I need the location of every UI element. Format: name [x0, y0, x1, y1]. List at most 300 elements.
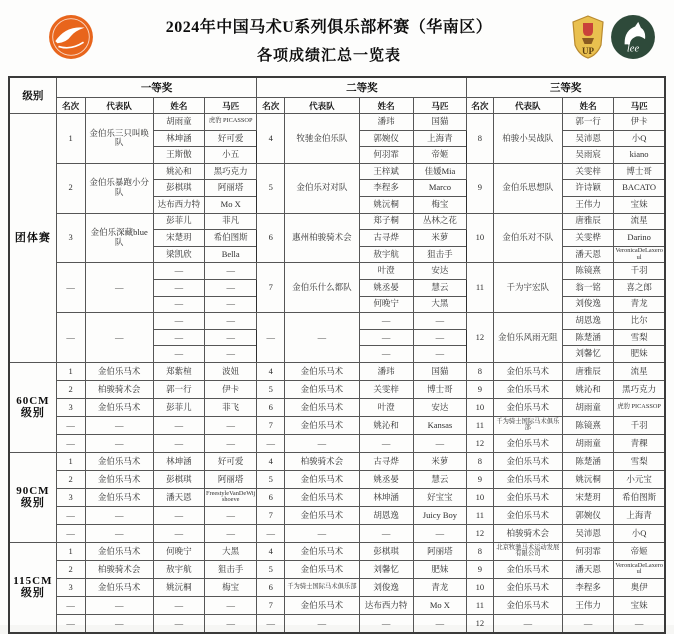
title-line-2: 各项成绩汇总一览表	[256, 47, 401, 64]
rider-name-cell: 王梓斌	[359, 163, 413, 180]
horse-cell: kiano	[614, 147, 665, 164]
rider-name-cell: 古寻烨	[359, 230, 413, 247]
horse-cell: 国猫	[413, 362, 467, 380]
level-cell: 115CM级别	[9, 542, 56, 633]
horse-cell: 米萝	[413, 452, 467, 470]
horse-cell: —	[204, 313, 256, 330]
rider-name-cell: 何羽霏	[359, 147, 413, 164]
team-cell: —	[85, 614, 153, 633]
rank-cell: 5	[257, 163, 285, 213]
horse-cell: —	[204, 329, 256, 346]
rank-cell: 1	[56, 452, 85, 470]
results-table	[8, 76, 666, 634]
team-cell: 千为宇宏队	[493, 263, 563, 313]
team-header: 代表队	[493, 98, 563, 114]
horse-cell: 青龙	[413, 578, 467, 596]
team-cell: 金伯乐马术	[284, 542, 359, 560]
rider-name-cell: 宋楚玥	[563, 488, 614, 506]
horse-cell: Mo X	[204, 196, 256, 213]
horse-cell: 小Q	[614, 130, 665, 147]
rank-cell: 11	[467, 596, 493, 614]
team-cell: 柏骏小吴战队	[493, 114, 563, 164]
rank-cell: 4	[257, 114, 285, 164]
rider-name-cell: 王斯傲	[153, 147, 204, 164]
horse-cell: —	[204, 506, 256, 524]
team-cell: 金伯乐马术	[284, 506, 359, 524]
rider-name-cell: 敖宇航	[153, 560, 204, 578]
rank-cell: —	[257, 614, 285, 633]
team-cell: —	[284, 524, 359, 542]
horse-cell: Juicy Boy	[413, 506, 467, 524]
team-cell: 金伯乐对对队	[284, 163, 359, 213]
horse-cell: 安达	[413, 263, 467, 280]
rider-name-cell: 何晚宁	[153, 542, 204, 560]
rank-cell: 9	[467, 380, 493, 398]
horse-cell: 国猫	[413, 114, 467, 131]
team-cell: 柏骏骑术会	[493, 524, 563, 542]
team-cell: 金伯乐马术	[284, 560, 359, 578]
team-cell: 金伯乐马术	[284, 416, 359, 434]
horse-cell: 雪梨	[614, 452, 665, 470]
team-cell: —	[85, 524, 153, 542]
rider-name-cell: 关雯梓	[359, 380, 413, 398]
rank-cell: 7	[257, 596, 285, 614]
rider-name-cell: 吴沛恩	[563, 524, 614, 542]
rider-name-cell: 潘天恩	[153, 488, 204, 506]
horse-cell: 狙击手	[413, 246, 467, 263]
team-cell: 金伯乐马术	[284, 398, 359, 416]
horse-cell: —	[413, 313, 467, 330]
rider-name-cell: 古寻烨	[359, 452, 413, 470]
page-header	[8, 6, 666, 70]
rider-name-cell: 胡恩逸	[359, 506, 413, 524]
horse-cell: 阿丽塔	[204, 470, 256, 488]
rider-name-cell: —	[359, 614, 413, 633]
horse-cell: 佳媛Mia	[413, 163, 467, 180]
horse-cell: Darino	[614, 230, 665, 247]
horse-header: 马匹	[614, 98, 665, 114]
rider-name-cell: 许诗颖	[563, 180, 614, 197]
rider-name-cell: 叶澄	[359, 263, 413, 280]
rider-name-cell: —	[153, 263, 204, 280]
team-cell: —	[85, 506, 153, 524]
team-cell: 金伯乐马术	[284, 596, 359, 614]
horse-cell: 千羽	[614, 416, 665, 434]
rank-cell: 11	[467, 263, 493, 313]
horse-cell: 伊卡	[614, 114, 665, 131]
rider-name-cell: 潘天恩	[563, 560, 614, 578]
horse-cell: 比尔	[614, 313, 665, 330]
horse-cell: 千羽	[614, 263, 665, 280]
horse-cell: 喜之郎	[614, 279, 665, 296]
rider-name-cell: —	[563, 614, 614, 633]
team-header: 代表队	[284, 98, 359, 114]
horse-cell: 好可爱	[204, 452, 256, 470]
cup-crest-logo-icon	[570, 14, 606, 65]
horse-cell: 流星	[614, 213, 665, 230]
title-line-1: 2024年中国马术U系列俱乐部杯赛（华南区）	[165, 18, 493, 36]
rank-cell: —	[56, 596, 85, 614]
rank-cell: —	[56, 434, 85, 452]
horse-cell: Mo X	[413, 596, 467, 614]
rider-name-cell: —	[359, 434, 413, 452]
horse-cell: —	[204, 434, 256, 452]
team-cell: —	[493, 614, 563, 633]
rider-name-cell: 姚沅桐	[359, 196, 413, 213]
horse-cell: —	[413, 524, 467, 542]
rank-cell: —	[257, 524, 285, 542]
rank-cell: 6	[257, 398, 285, 416]
team-cell: 金伯乐暴跑小分队	[85, 163, 153, 213]
horse-cell: 小元宝	[614, 470, 665, 488]
rank-cell: 11	[467, 416, 493, 434]
rider-name-cell: 何晚宁	[359, 296, 413, 313]
rank-cell: 10	[467, 398, 493, 416]
rank-cell: 9	[467, 163, 493, 213]
rider-name-cell: —	[359, 313, 413, 330]
rider-name-cell: —	[359, 346, 413, 363]
team-cell: 金伯乐马术	[493, 596, 563, 614]
team-cell: 惠州柏骏骑术会	[284, 213, 359, 263]
horse-cell: —	[204, 596, 256, 614]
rider-name-cell: 吴雨宸	[563, 147, 614, 164]
horse-cell: —	[204, 279, 256, 296]
horse-cell: VeronicaDeLaxeroul	[614, 246, 665, 263]
team-cell: 金伯乐马术	[493, 398, 563, 416]
rider-name-cell: —	[153, 346, 204, 363]
equestrian-association-logo-icon	[48, 14, 94, 65]
rank-cell: 7	[257, 506, 285, 524]
rank-cell: 6	[257, 213, 285, 263]
team-cell: 金伯乐马术	[284, 470, 359, 488]
horse-cell: 大黑	[413, 296, 467, 313]
first-prize-header: 一等奖	[56, 77, 257, 98]
rider-name-cell: 姚沁和	[359, 416, 413, 434]
team-cell: 金伯乐马术	[284, 380, 359, 398]
rider-name-cell: 姚沁和	[153, 163, 204, 180]
horse-cell: 上海青	[413, 130, 467, 147]
horse-cell: 帝姬	[614, 542, 665, 560]
name-header: 姓名	[563, 98, 614, 114]
horse-header: 马匹	[204, 98, 256, 114]
team-cell: 金伯乐马术	[493, 578, 563, 596]
rank-cell: 8	[467, 362, 493, 380]
team-cell: —	[284, 434, 359, 452]
rank-header: 名次	[56, 98, 85, 114]
horse-cell: Kansas	[413, 416, 467, 434]
horse-cell: 大黑	[204, 542, 256, 560]
rank-cell: 7	[257, 263, 285, 313]
rank-cell: 1	[56, 114, 85, 164]
rider-name-cell: 宋楚玥	[153, 230, 204, 247]
horse-cell: 小五	[204, 147, 256, 164]
team-cell: 千为骑士国际马术俱乐部	[493, 416, 563, 434]
rank-cell: 1	[56, 542, 85, 560]
horse-cell: 雪梨	[614, 329, 665, 346]
team-cell: 金伯乐马术	[493, 362, 563, 380]
rider-name-cell: 刘俊逸	[563, 296, 614, 313]
rank-cell: 12	[467, 614, 493, 633]
rider-name-cell: 梁凯欣	[153, 246, 204, 263]
rank-cell: —	[257, 434, 285, 452]
team-cell: —	[85, 416, 153, 434]
team-cell: 金伯乐风雨无阻	[493, 313, 563, 363]
team-cell: 金伯乐思想队	[493, 163, 563, 213]
rider-name-cell: 胡恩逸	[563, 313, 614, 330]
rank-cell: —	[56, 524, 85, 542]
team-cell: 金伯乐深藏blue队	[85, 213, 153, 263]
team-cell: 柏骏骑术会	[85, 560, 153, 578]
horse-cell: 好可爱	[204, 130, 256, 147]
team-cell: 柏骏骑术会	[284, 452, 359, 470]
rider-name-cell: 胡雨童	[563, 434, 614, 452]
rider-name-cell: 翁一铭	[563, 279, 614, 296]
rider-name-cell: 彭菲儿	[153, 213, 204, 230]
rank-cell: 10	[467, 213, 493, 263]
team-cell: 金伯乐马术	[85, 398, 153, 416]
rider-name-cell: —	[153, 434, 204, 452]
team-cell: 柏骏骑术会	[85, 380, 153, 398]
horse-cell: 梅宝	[204, 578, 256, 596]
rider-name-cell: —	[153, 596, 204, 614]
rider-name-cell: 陈楚涵	[563, 452, 614, 470]
rank-cell: 4	[257, 362, 285, 380]
rider-name-cell: 关雯桦	[563, 230, 614, 247]
horse-cell: 肥妹	[413, 560, 467, 578]
second-prize-header: 二等奖	[257, 77, 467, 98]
team-cell: 金伯乐马术	[85, 362, 153, 380]
horse-cell: 波妞	[204, 362, 256, 380]
rank-cell: 2	[56, 163, 85, 213]
third-prize-header: 三等奖	[467, 77, 665, 98]
horse-cell: 上海青	[614, 506, 665, 524]
rider-name-cell: —	[153, 279, 204, 296]
horse-cell: Marco	[413, 180, 467, 197]
team-cell: 千为骑士国际马术俱乐部	[284, 578, 359, 596]
horse-cell: 博士哥	[614, 163, 665, 180]
rider-name-cell: 刘馨忆	[359, 560, 413, 578]
team-cell: 金伯乐马术	[493, 452, 563, 470]
rank-cell: 3	[56, 578, 85, 596]
horse-cell: 虎豹 PICASSOP	[204, 114, 256, 131]
rider-name-cell: —	[359, 329, 413, 346]
rider-name-cell: 关雯梓	[563, 163, 614, 180]
team-cell: 金伯乐马术	[493, 560, 563, 578]
rider-name-cell: —	[153, 416, 204, 434]
rider-name-cell: 郭一行	[153, 380, 204, 398]
rider-name-cell: 林坤涵	[153, 130, 204, 147]
rider-name-cell: 林坤涵	[359, 488, 413, 506]
rank-cell: 5	[257, 560, 285, 578]
rider-name-cell: 彭菲儿	[153, 398, 204, 416]
horse-cell: 奥伊	[614, 578, 665, 596]
horse-cell: 青稞	[614, 434, 665, 452]
rank-cell: 5	[257, 470, 285, 488]
team-cell: 北京牧驰马术运动发展有限公司	[493, 542, 563, 560]
horse-cell: —	[204, 346, 256, 363]
rank-cell: 4	[257, 452, 285, 470]
team-cell: 金伯乐马术	[85, 488, 153, 506]
team-cell: —	[85, 434, 153, 452]
rider-name-cell: 胡雨童	[563, 398, 614, 416]
horse-cell: VeronicaDeLaxeroul	[614, 560, 665, 578]
team-cell: —	[85, 596, 153, 614]
horse-cell: 帝姬	[413, 147, 467, 164]
green-logo-text: lee	[626, 43, 640, 55]
rank-cell: 3	[56, 488, 85, 506]
rank-cell: 10	[467, 578, 493, 596]
rank-cell: 3	[56, 398, 85, 416]
horse-cell: 菲飞	[204, 398, 256, 416]
rank-cell: —	[56, 263, 85, 313]
level-cell: 60CM级别	[9, 362, 56, 452]
rider-name-cell: 叶澄	[359, 398, 413, 416]
name-header: 姓名	[359, 98, 413, 114]
team-cell: 金伯乐马术	[85, 470, 153, 488]
rank-header: 名次	[257, 98, 285, 114]
level-column-header: 级别	[9, 77, 56, 114]
horse-cell: Bella	[204, 246, 256, 263]
rider-name-cell: 姚沁和	[563, 380, 614, 398]
horse-head-club-logo-icon	[610, 14, 656, 65]
team-cell: —	[284, 313, 359, 363]
horse-cell: 希伯图斯	[204, 230, 256, 247]
horse-cell: 好宝宝	[413, 488, 467, 506]
rank-cell: 5	[257, 380, 285, 398]
rider-name-cell: 达布西力特	[153, 196, 204, 213]
rider-name-cell: 彭棋琪	[153, 180, 204, 197]
team-cell: 金伯乐马术	[85, 542, 153, 560]
rank-cell: 6	[257, 578, 285, 596]
rider-name-cell: 达布西力特	[359, 596, 413, 614]
rank-cell: —	[56, 506, 85, 524]
horse-cell: 梅宝	[413, 196, 467, 213]
team-cell: 金伯乐马术	[493, 506, 563, 524]
team-cell: 牧驰金伯乐队	[284, 114, 359, 164]
rider-name-cell: —	[359, 524, 413, 542]
rider-name-cell: —	[153, 614, 204, 633]
rider-name-cell: 姚沅桐	[563, 470, 614, 488]
horse-cell: 流星	[614, 362, 665, 380]
rider-name-cell: 郭一行	[563, 114, 614, 131]
horse-cell: —	[204, 263, 256, 280]
rider-name-cell: 彭棋琪	[359, 542, 413, 560]
rank-cell: —	[56, 313, 85, 363]
team-cell: 金伯乐三只叫唤队	[85, 114, 153, 164]
team-cell: 金伯乐马术	[284, 488, 359, 506]
horse-cell: —	[204, 524, 256, 542]
rider-name-cell: 刘馨忆	[563, 346, 614, 363]
rider-name-cell: 唐雅辰	[563, 362, 614, 380]
team-cell: —	[284, 614, 359, 633]
rider-name-cell: 郭婉仪	[563, 506, 614, 524]
rank-cell: 8	[467, 452, 493, 470]
horse-cell: 菲凡	[204, 213, 256, 230]
horse-cell: BACATO	[614, 180, 665, 197]
rider-name-cell: 王伟力	[563, 196, 614, 213]
rank-cell: 2	[56, 470, 85, 488]
rider-name-cell: 王伟力	[563, 596, 614, 614]
rider-name-cell: 陈镜熹	[563, 416, 614, 434]
horse-header: 马匹	[413, 98, 467, 114]
horse-cell: 肥妹	[614, 346, 665, 363]
team-cell: —	[85, 263, 153, 313]
rank-cell: 8	[467, 542, 493, 560]
rider-name-cell: 何羽霏	[563, 542, 614, 560]
rider-name-cell: 彭棋琪	[153, 470, 204, 488]
rider-name-cell: 郑子桐	[359, 213, 413, 230]
rider-name-cell: 陈楚涵	[563, 329, 614, 346]
rank-cell: 8	[467, 114, 493, 164]
team-cell: —	[85, 313, 153, 363]
rank-cell: —	[56, 614, 85, 633]
rider-name-cell: 潘天恩	[563, 246, 614, 263]
rider-name-cell: 李程多	[563, 578, 614, 596]
horse-cell: 阿丽塔	[413, 542, 467, 560]
horse-cell: 黑巧克力	[204, 163, 256, 180]
rider-name-cell: —	[153, 329, 204, 346]
rank-cell: 3	[56, 213, 85, 263]
team-cell: 金伯乐马术	[493, 380, 563, 398]
page-title	[94, 14, 564, 65]
rank-cell: —	[56, 416, 85, 434]
crest-text: UP	[582, 45, 594, 56]
team-cell: 金伯乐马术	[493, 470, 563, 488]
rider-name-cell: 郑紫楦	[153, 362, 204, 380]
team-cell: 金伯乐马术	[493, 434, 563, 452]
level-cell: 团体赛	[9, 114, 56, 363]
rank-cell: 12	[467, 313, 493, 363]
horse-cell: 博士哥	[413, 380, 467, 398]
horse-cell: 希伯图斯	[614, 488, 665, 506]
team-cell: 金伯乐马术	[85, 452, 153, 470]
team-cell: 金伯乐马术	[493, 488, 563, 506]
horse-cell: 小Q	[614, 524, 665, 542]
rider-name-cell: —	[153, 506, 204, 524]
rider-name-cell: —	[153, 524, 204, 542]
horse-cell: —	[413, 434, 467, 452]
horse-cell: —	[204, 296, 256, 313]
horse-cell: 狙击手	[204, 560, 256, 578]
horse-cell: —	[614, 614, 665, 633]
rider-name-cell: —	[153, 296, 204, 313]
horse-cell: —	[204, 416, 256, 434]
rank-cell: 11	[467, 506, 493, 524]
team-header: 代表队	[85, 98, 153, 114]
team-cell: 金伯乐对不队	[493, 213, 563, 263]
rank-cell: 1	[56, 362, 85, 380]
rider-name-cell: 郭婉仪	[359, 130, 413, 147]
horse-cell: 慧云	[413, 279, 467, 296]
rider-name-cell: 胡雨童	[153, 114, 204, 131]
team-cell: 金伯乐马术	[284, 362, 359, 380]
rider-name-cell: 唐雅辰	[563, 213, 614, 230]
team-cell: 金伯乐马术	[85, 578, 153, 596]
horse-cell: 阿丽塔	[204, 180, 256, 197]
rider-name-cell: 姚丞晏	[359, 279, 413, 296]
horse-cell: —	[204, 614, 256, 633]
rider-name-cell: 吴沛恩	[563, 130, 614, 147]
rider-name-cell: 刘俊逸	[359, 578, 413, 596]
horse-cell: —	[413, 614, 467, 633]
horse-cell: 安达	[413, 398, 467, 416]
name-header: 姓名	[153, 98, 204, 114]
horse-cell: —	[413, 329, 467, 346]
rider-name-cell: —	[153, 313, 204, 330]
level-cell: 90CM级别	[9, 452, 56, 542]
rank-cell: 12	[467, 434, 493, 452]
rider-name-cell: 潘玮	[359, 362, 413, 380]
